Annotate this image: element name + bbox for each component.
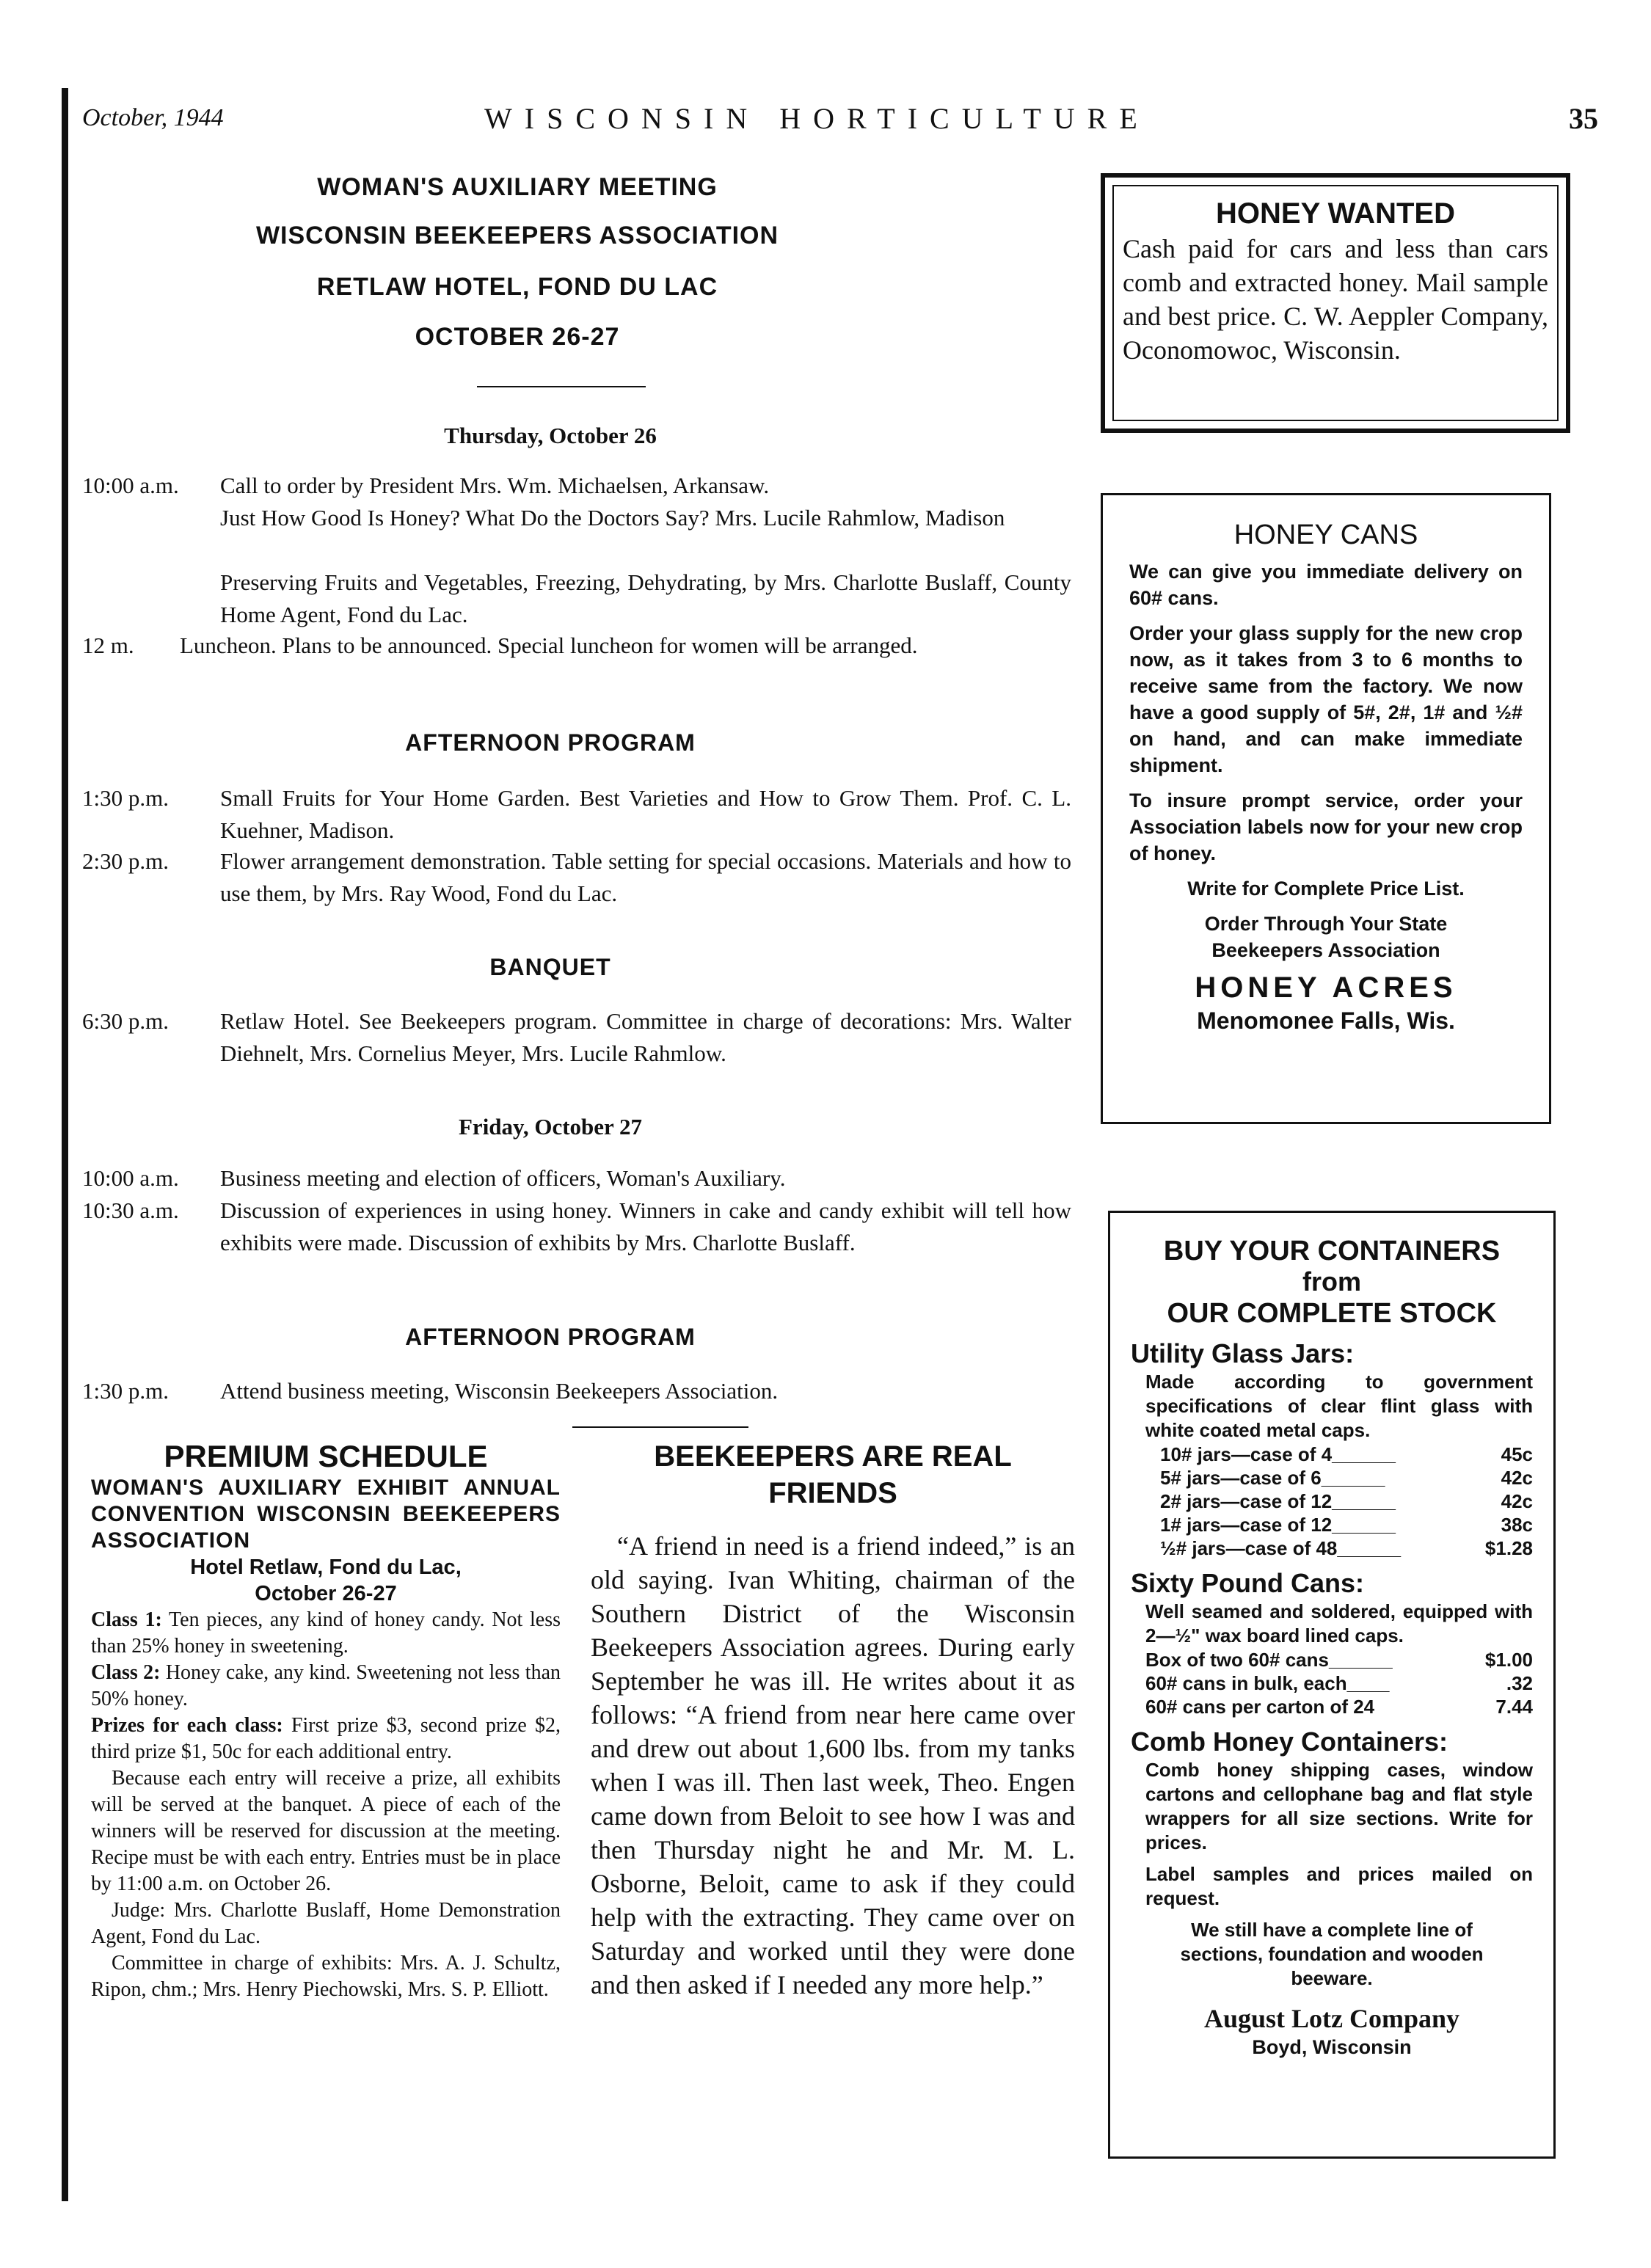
honey-acres-name: HONEY ACRES bbox=[1195, 971, 1457, 1004]
schedule-time: 2:30 p.m. bbox=[82, 848, 169, 874]
lotz-location: Boyd, Wisconsin bbox=[1252, 2036, 1412, 2058]
meeting-dates: OCTOBER 26-27 bbox=[415, 323, 620, 351]
thursday-heading: Thursday, October 26 bbox=[444, 423, 657, 448]
woodenware-note: We still have a complete line of sections, foundation and wooden beeware. bbox=[1180, 1919, 1484, 1989]
schedule-entry: Business meeting and election of officers, Woman's Auxiliary. bbox=[220, 1165, 786, 1191]
schedule-entry: Call to order by President Mrs. Wm. Michaelsen, Arkansaw. bbox=[220, 473, 770, 498]
price-row bbox=[1145, 1648, 1533, 1671]
price-value: $1.00 bbox=[1484, 1649, 1533, 1671]
honey-wanted-title: HONEY WANTED bbox=[1216, 197, 1455, 230]
containers-ad bbox=[1108, 1211, 1556, 2159]
magazine-title: WISCONSIN HORTICULTURE bbox=[484, 102, 1150, 135]
divider bbox=[477, 386, 646, 387]
honey-cans-p5: Order Through Your State Beekeepers Association bbox=[1204, 913, 1448, 961]
schedule-time: 12 m. bbox=[82, 632, 134, 658]
sixty-heading: Sixty Pound Cans: bbox=[1131, 1568, 1365, 1598]
class-1-label: Class 1: bbox=[91, 1608, 162, 1631]
prizes bbox=[91, 1713, 561, 1765]
utility-heading: Utility Glass Jars: bbox=[1131, 1338, 1355, 1368]
premium-dates: October 26-27 bbox=[255, 1582, 397, 1605]
class-2-text: Honey cake, any kind. Sweetening not less than 50% honey. bbox=[91, 1661, 561, 1710]
premium-schedule bbox=[91, 1438, 561, 2003]
friends-body: “A friend in need is a friend indeed,” is an old saying. Ivan Whiting, chairman of the Southern District of the Wisconsin Beekeepers Association agrees. During early September he was ill. He writes about it as follows: “A friend from near here came over and drew out about 1,600 lbs. from my tanks when I was ill. Then last week, Theo. Engen came down from Beloit to see how I was and then Thursday night he and Mr. M. L. Osborne, Beloit, came to ask if they could help with the extracting. They came over on Saturday and worked until they were done and then asked if I needed any more help.” bbox=[591, 1531, 1075, 1999]
schedule-time: 1:30 p.m. bbox=[82, 1378, 169, 1404]
schedule-time: 10:30 a.m. bbox=[82, 1197, 179, 1223]
price-item: 10# jars—case of 4______ bbox=[1160, 1443, 1396, 1465]
label-note: Label samples and prices mailed on request. bbox=[1145, 1863, 1533, 1909]
afternoon-heading: AFTERNOON PROGRAM bbox=[405, 729, 696, 756]
schedule-time: 6:30 p.m. bbox=[82, 1008, 169, 1034]
class-2 bbox=[91, 1660, 561, 1713]
utility-desc: Made according to government specifications of clear flint glass with white coated metal caps. bbox=[1145, 1371, 1533, 1441]
honey-cans-title: HONEY CANS bbox=[1233, 519, 1418, 550]
price-row bbox=[1160, 1466, 1533, 1489]
issue-date: October, 1944 bbox=[82, 104, 224, 131]
price-item: 1# jars—case of 12______ bbox=[1160, 1514, 1396, 1536]
containers-title-2: from bbox=[1302, 1266, 1361, 1297]
honey-cans-p3: To insure prompt service, order your Association labels now for your new crop of honey. bbox=[1129, 790, 1523, 864]
price-row bbox=[1160, 1536, 1533, 1560]
price-value: 38c bbox=[1501, 1514, 1533, 1536]
schedule-time: 10:00 a.m. bbox=[82, 1165, 179, 1191]
price-row bbox=[1160, 1489, 1533, 1513]
schedule-entry: Preserving Fruits and Vegetables, Freezing, Dehydrating, by Mrs. Charlotte Buslaff, County Home Agent, Fond du Lac. bbox=[220, 569, 1071, 627]
honey-cans-p4: Write for Complete Price List. bbox=[1187, 878, 1465, 900]
page-number: 35 bbox=[1569, 102, 1598, 135]
schedule-entry: Just How Good Is Honey? What Do the Doctors Say? Mrs. Lucile Rahmlow, Madison bbox=[220, 505, 1005, 530]
honey-cans-ad bbox=[1101, 493, 1551, 1124]
can-price-list bbox=[1131, 1648, 1533, 1718]
price-value: 7.44 bbox=[1495, 1696, 1533, 1718]
price-item: 60# cans in bulk, each____ bbox=[1145, 1672, 1390, 1694]
schedule-entry: Attend business meeting, Wisconsin Beekeepers Association. bbox=[220, 1378, 779, 1404]
price-value: 45c bbox=[1501, 1443, 1533, 1465]
premium-title: PREMIUM SCHEDULE bbox=[164, 1439, 488, 1473]
honey-cans-p2: Order your glass supply for the new crop now, as it takes from 3 to 6 months to receive same from the factory. We now have a good supply of 5#, 2#, 1# and ½# on hand, and can make immediate shipment. bbox=[1129, 622, 1523, 776]
containers-title-3: OUR COMPLETE STOCK bbox=[1167, 1298, 1497, 1329]
comb-heading: Comb Honey Containers: bbox=[1131, 1726, 1448, 1757]
class-2-label: Class 2: bbox=[91, 1661, 161, 1684]
afternoon-heading: AFTERNOON PROGRAM bbox=[405, 1324, 696, 1350]
price-value: $1.28 bbox=[1484, 1537, 1533, 1559]
exhibit-rules: Because each entry will receive a prize, all exhibits will be served at the banquet. A piece of each of the winners will be reserved for discussion at the meeting. Recipe must be with each entry. Entries must be in place by 11:00 a.m. on October 26. bbox=[91, 1767, 561, 1895]
price-row bbox=[1160, 1443, 1533, 1466]
price-item: 5# jars—case of 6______ bbox=[1160, 1467, 1385, 1489]
schedule-entry: Discussion of experiences in using honey. Winners in cake and candy exhibit will tell how exhibits were made. Discussion of exhibits by Mrs. Charlotte Buslaff. bbox=[220, 1197, 1071, 1255]
price-value: 42c bbox=[1501, 1467, 1533, 1489]
honey-acres-location: Menomonee Falls, Wis. bbox=[1197, 1007, 1455, 1034]
premium-subtitle: WOMAN'S AUXILIARY EXHIBIT ANNUAL CONVENTION WISCONSIN BEEKEEPERS ASSOCIATION bbox=[91, 1476, 561, 1553]
meeting-location: RETLAW HOTEL, FOND DU LAC bbox=[316, 273, 718, 301]
friends-article bbox=[591, 1438, 1075, 2002]
price-item: 2# jars—case of 12______ bbox=[1160, 1490, 1396, 1512]
meeting-title: WOMAN'S AUXILIARY MEETING bbox=[317, 173, 718, 201]
price-item: ½# jars—case of 48______ bbox=[1160, 1537, 1402, 1559]
premium-place: Hotel Retlaw, Fond du Lac, bbox=[190, 1556, 462, 1579]
class-1 bbox=[91, 1607, 561, 1660]
divider bbox=[572, 1426, 748, 1428]
prizes-text: First prize $3, second prize $2, third prize $1, 50c for each additional entry. bbox=[91, 1714, 561, 1763]
containers-title-1: BUY YOUR CONTAINERS bbox=[1163, 1236, 1501, 1266]
honey-cans-p1: We can give you immediate delivery on 60# cans. bbox=[1129, 561, 1523, 609]
friends-title: BEEKEEPERS ARE REAL FRIENDS bbox=[654, 1440, 1012, 1509]
left-margin-bar bbox=[62, 88, 68, 2201]
schedule-entry: Retlaw Hotel. See Beekeepers program. Committee in charge of decorations: Mrs. Walter Diehnelt, Mrs. Cornelius Meyer, Mrs. Lucile Rahmlow. bbox=[220, 1008, 1071, 1066]
association-name: WISCONSIN BEEKEEPERS ASSOCIATION bbox=[255, 222, 779, 249]
friday-heading: Friday, October 27 bbox=[459, 1114, 642, 1140]
comb-desc: Comb honey shipping cases, window cartons and cellophane bag and flat style wrappers for all size sections. Write for prices. bbox=[1145, 1759, 1533, 1853]
class-1-text: Ten pieces, any kind of honey candy. Not less than 25% honey in sweetening. bbox=[91, 1608, 561, 1658]
jar-price-list bbox=[1131, 1443, 1533, 1560]
price-row bbox=[1160, 1513, 1533, 1536]
honey-wanted-ad bbox=[1101, 173, 1570, 433]
price-value: .32 bbox=[1506, 1672, 1533, 1694]
price-value: 42c bbox=[1501, 1490, 1533, 1512]
judge: Judge: Mrs. Charlotte Buslaff, Home Demonstration Agent, Fond du Lac. bbox=[91, 1899, 561, 1948]
schedule-entry: Flower arrangement demonstration. Table setting for special occasions. Materials and how to use them, by Mrs. Ray Wood, Fond du Lac. bbox=[220, 848, 1071, 906]
honey-wanted-text: Cash paid for cars and less than cars comb and extracted honey. Mail sample and best price. C. W. Aeppler Company, Oconomowoc, Wisconsin. bbox=[1123, 234, 1548, 365]
price-row bbox=[1145, 1671, 1533, 1695]
schedule-time: 10:00 a.m. bbox=[82, 473, 179, 498]
schedule-entry: Luncheon. Plans to be announced. Special luncheon for women will be arranged. bbox=[180, 632, 918, 658]
prizes-label: Prizes for each class: bbox=[91, 1714, 283, 1737]
committee: Committee in charge of exhibits: Mrs. A. J. Schultz, Ripon, chm.; Mrs. Henry Piechowski, Mrs. S. P. Elliott. bbox=[91, 1952, 561, 2001]
banquet-heading: BANQUET bbox=[489, 954, 611, 980]
price-item: Box of two 60# cans______ bbox=[1145, 1649, 1393, 1671]
schedule-entry: Small Fruits for Your Home Garden. Best Varieties and How to Grow Them. Prof. C. L. Kuehner, Madison. bbox=[220, 785, 1071, 843]
schedule-time: 1:30 p.m. bbox=[82, 785, 169, 811]
price-row bbox=[1145, 1695, 1533, 1718]
lotz-company-name: August Lotz Company bbox=[1203, 2004, 1460, 2033]
price-item: 60# cans per carton of 24 bbox=[1145, 1696, 1375, 1718]
sixty-desc: Well seamed and soldered, equipped with 2—½" wax board lined caps. bbox=[1145, 1600, 1533, 1647]
